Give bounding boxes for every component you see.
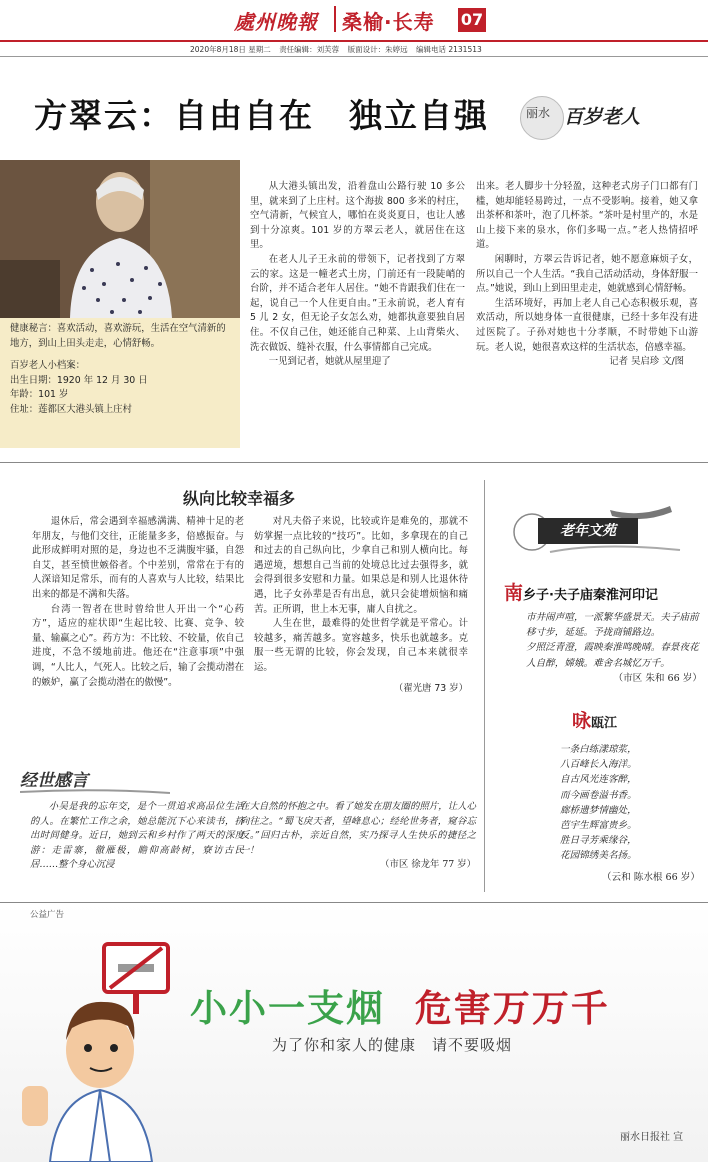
masthead-rule-bottom: [0, 56, 708, 57]
doctor-cartoon-icon: [20, 940, 190, 1162]
poem2-title-rest: 瓯江: [591, 716, 618, 731]
designer: 版面设计：朱婷远: [347, 45, 408, 54]
ad-label: 公益广告: [30, 910, 65, 920]
feature-column-2: [476, 180, 698, 440]
article2-byline: （翟光唐 73 岁）: [393, 682, 468, 694]
ad-subtitle: 为了你和家人的健康 请不要吸烟: [272, 1036, 513, 1054]
paragraph: 闲聊时，方翠云告诉记者，她不愿意麻烦子女，所以自己一个人生活。“我自己活动活动，身体舒服一点。”她说，到山上到田里走走，她就感到心情舒畅。: [476, 253, 698, 295]
paragraph: 从大港头镇出发，沿着盘山公路行驶 10 多公里，就来到了上庄村。这个海拔 800 多米的村庄，空气清新，气候宜人，哪怕在炎炎夏日，也让人感到十分凉爽。101 岁的方翠云老人，就居住在这里。: [250, 181, 465, 251]
phone: 编辑电话 2131513: [415, 45, 482, 54]
newspaper-name: 處州晚報: [234, 10, 318, 34]
poem1-body: [526, 610, 702, 686]
ad-divider: [0, 902, 708, 903]
profile-birth: 出生日期：1920 年 12 月 30 日: [10, 374, 148, 386]
masthead-divider: [334, 6, 336, 32]
ad-slogan-part-1: 小小一支烟: [190, 986, 385, 1030]
feature-byline: 记者 吴启珍 文/图: [609, 356, 684, 368]
profile-title: 百岁老人小档案：: [10, 360, 86, 371]
health-note: [10, 322, 234, 351]
poem1-title: [504, 578, 658, 605]
paragraph: 在大自然的怀抱之中。看了她发在朋友圈的照片，让人心向往之。“蜀飞戾天者，望峰息心；经纶世务者，窥谷忘反。”回归古朴，亲近自然，实乃探寻人生快乐的捷径之一！: [240, 801, 476, 856]
feature-column-1: [250, 180, 465, 440]
poem2-byline: （云和 陈水根 66 岁）: [601, 871, 700, 883]
poem2-body: [560, 742, 700, 885]
section-name: 桑榆·长寿: [342, 10, 435, 34]
article2-column-1: [32, 515, 244, 690]
section-divider: [0, 462, 708, 463]
poetry-column-logo: [510, 504, 690, 564]
paragraph: 生活环境好，再加上老人自己心态积极乐观，喜欢活动，所以她身体一直很健康，已经十多年没有进过医院了。子孙对她也十分孝顺，不时带她下山游玩。老人说，她很喜欢这样的生活状态，倍感幸福。: [476, 297, 698, 353]
column-logo-title: 百岁老人: [564, 106, 641, 128]
poetry-column-title: 老年文苑: [538, 518, 638, 544]
article2-title: 纵向比较幸福多: [182, 489, 295, 508]
poem-line: 花园锦绣美名扬。: [560, 850, 637, 862]
profile-age: 年龄：101 岁: [10, 389, 69, 400]
ad-slogan: [190, 978, 610, 1032]
ad-credit: 丽水日报社 宣: [620, 1132, 684, 1143]
poem-line: 市井闹声喧，一派繁华盛景天。夫子庙前移寸步，延延。予拢商铺路边。: [526, 612, 699, 639]
article2-column-2: [254, 515, 468, 696]
poem-line: 芭宇生辉富贵乡。: [560, 820, 637, 832]
paragraph: 出来。老人脚步十分轻盈，这种老式房子门口都有门槛，她却能轻易跨过，一点不受影响。接着，她又拿出茶杯和茶叶，泡了几杯茶。“茶叶是村里产的，水是山上接下来的泉水，你们多喝一点。”老人热情招呼道。: [476, 181, 698, 251]
feature-headline: 方翠云：自由自在 独立自强: [34, 96, 489, 135]
column-logo-small: 丽水: [526, 106, 551, 120]
page-number: 07: [458, 8, 486, 32]
paragraph: 一见到记者，她就从屋里迎了: [268, 356, 391, 368]
paragraph: 小吴是我的忘年交，是个一贯追求高品位生活的人。在繁忙工作之余，她总能沉下心来读书，挤出时间健身。近日，她到云和乡村作了两天的深度游：走雷寨，徹雁极，瞻仰高龄树，寮访古民居……整个身心沉浸: [30, 801, 244, 871]
portrait-photo: [0, 160, 240, 318]
poem-line: 一条白练漾琼浆，: [560, 744, 637, 755]
poem2-title-initial: 咏: [572, 710, 592, 732]
paragraph: 对凡夫俗子来说，比较或许是难免的，那就不妨掌握一点比较的“技巧”。比如，多拿现在的自己和过去的自己纵向比，少拿自己和别人横向比。每遇逆境，想想自己当前的处境总比过去强得多，就会得到很多安慰和力量。如果总是和别人比退休待遇，比子女孙辈是否有出息，就只会徒增烦恼和痛苦。正所谓，世上本无事，庸人自扰之。: [254, 516, 468, 615]
article3-byline: （市区 徐龙年 77 岁）: [380, 859, 476, 871]
poem1-title-initial: 南: [504, 582, 524, 604]
issue-date: 2020年8月18日 星期二: [190, 45, 271, 54]
masthead-rule: [0, 40, 708, 42]
article3-column-1: [30, 800, 244, 873]
poem-line: 胜日寻芳乘缘谷，: [560, 835, 637, 847]
paragraph: 台湾一智者在世时曾给世人开出一个“心药方”，适应的症状即“生起比较、比赛、竞争、较量、输赢之心”。药方为：不比较、不较量，依自己进度，不急不缓地前进。他还在“注意事项”中强调，“人比人，气死人。比较之后，输了会揽动潜在的嫉妒，赢了会揽动潜在的傲慢”。: [32, 603, 244, 688]
article3-column-title: 经世感言: [20, 771, 88, 791]
paragraph: 人生在世，最难得的处世哲学就是平常心。计较越多，痛苦越多。宽容越多，快乐也就越多。克服一些无谓的比较，你会发现，自己本来就很幸运。: [254, 618, 468, 673]
poem-line: 廊桥遗梦情幽处，: [560, 804, 637, 816]
profile-address: 住址：莲都区大港头镇上庄村: [10, 403, 132, 415]
poem1-title-rest: 乡子·夫子庙秦淮河印记: [523, 588, 658, 603]
poem1-byline: （市区 朱和 66 岁）: [613, 672, 702, 684]
poem2-title: [572, 706, 617, 733]
poem-line: 自古风光连客醉，: [560, 774, 637, 786]
column-logo-centenarian: [520, 96, 690, 140]
masthead: [0, 0, 708, 58]
article3-column-logo: [20, 762, 170, 796]
paragraph: 在老人儿子王永前的带领下，记者找到了方翠云的家。这是一幢老式土房，门前还有一段陡峭的台阶，并不适合老年人居住。“她不肯跟我们住在一起，说自己一个人住更自由。”王永前说，老人育有 5 儿 2 女，但无论子女怎么劝，她都执意要独自居住。不仅自己住，她还能自己种菜、上山背柴火、洗衣做饭、缝补衣服，什么事情都自己完成。: [250, 253, 465, 353]
poem-line: 夕照泛青澄，霞映秦淮鸣晚晴。春景夜花人自醉，嫦娥。难舍名城忆万千。: [526, 642, 699, 669]
masthead-info: [190, 44, 488, 55]
poem-line: 八百峰长入海洋。: [560, 759, 637, 771]
ad-slogan-part-2: 危害万万千: [414, 986, 610, 1030]
column-rule: [484, 480, 485, 892]
article3-column-2: [240, 800, 476, 873]
health-label: 健康秘言：: [10, 323, 57, 334]
profile-text: [10, 322, 234, 417]
editor: 责任编辑：刘芙蓉: [279, 45, 340, 54]
paragraph: 退休后，常会遇到幸福感满满、精神十足的老年朋友，与他们交往，正能量多多，倍感振奋。与此形成鲜明对照的是，身边也不乏满腹牢骚，自怨自艾，甚至愤世嫉俗者。个中差别，常常在于有的人深谙知足常乐，而有的人喜欢与人比较，结果比出来的都是不满和失落。: [32, 516, 244, 600]
poem-line: 而今画卷溢书香。: [560, 789, 637, 801]
health-text: 喜欢活动，喜欢游玩，生活在空气清新的地方，到山上田头走走，心情舒畅。: [10, 323, 226, 349]
portrait-illustration: [0, 160, 240, 318]
brush-stroke-icon: [20, 788, 170, 796]
